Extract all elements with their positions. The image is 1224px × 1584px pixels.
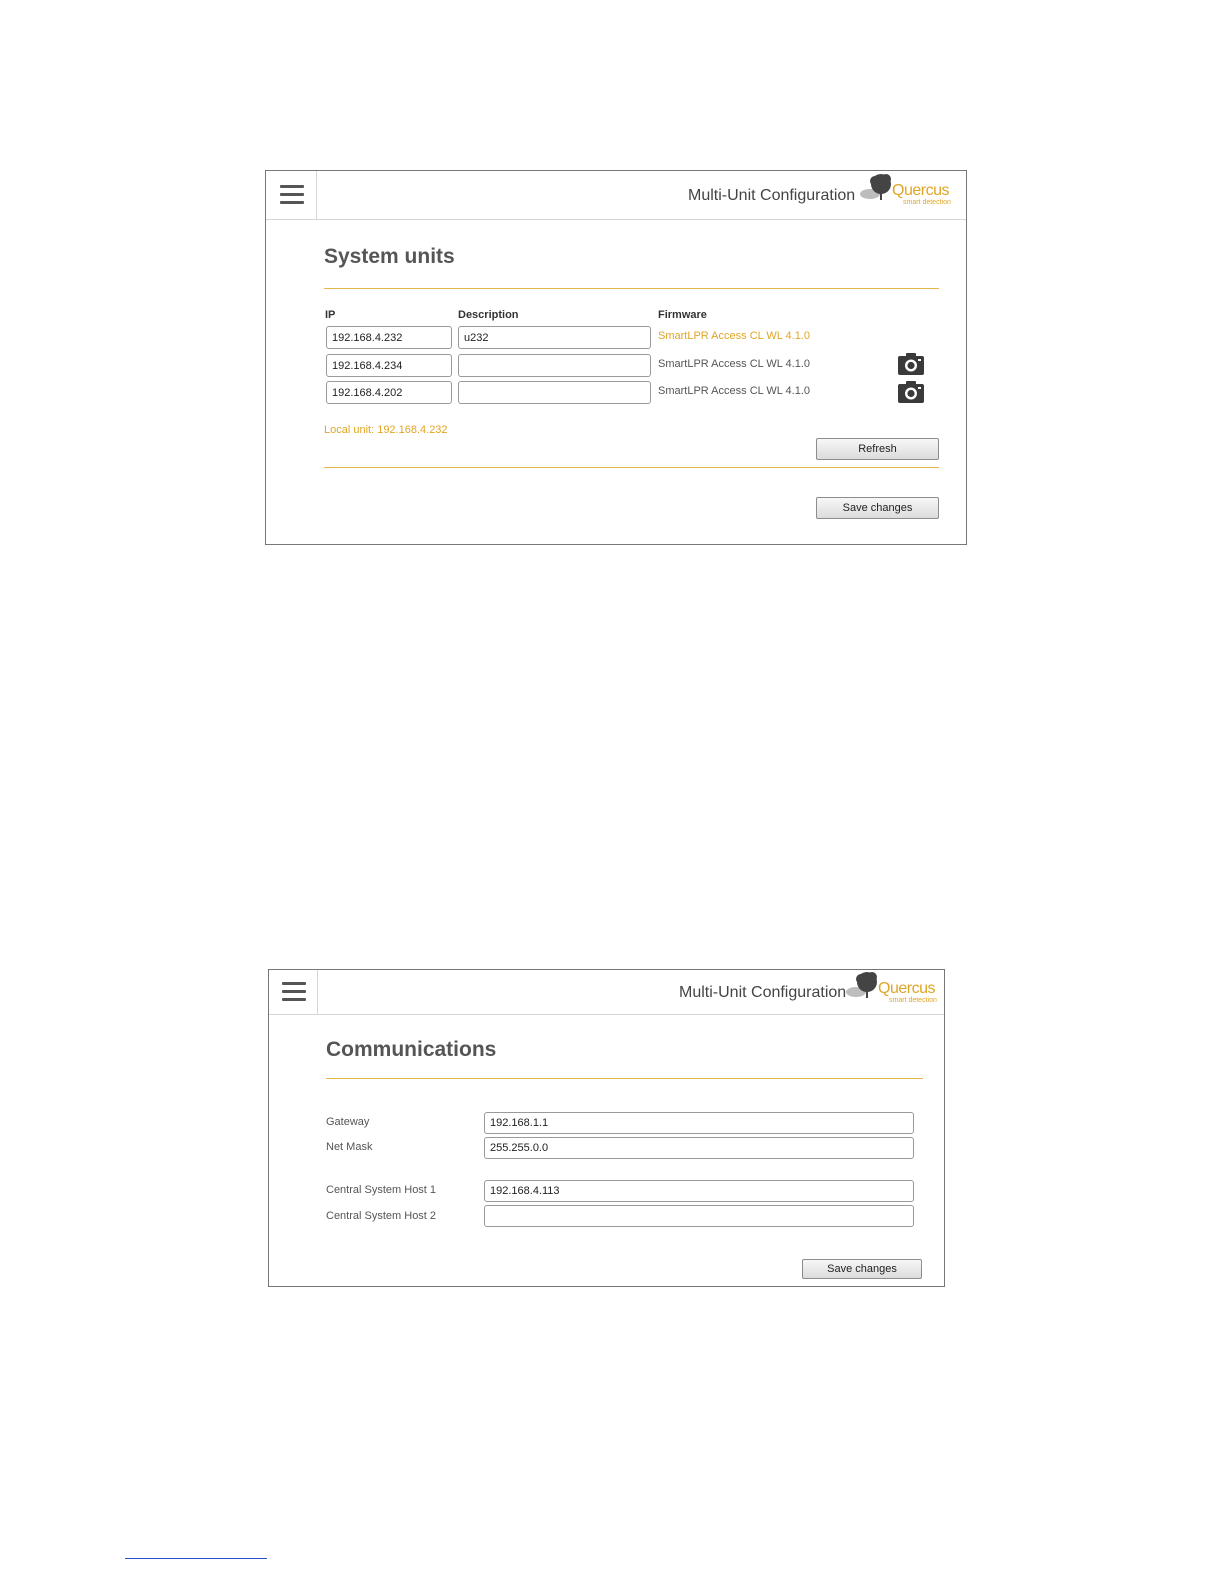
- logo-name: Quercus: [892, 182, 949, 199]
- ip-input[interactable]: [326, 326, 452, 349]
- gateway-label: Gateway: [326, 1116, 370, 1128]
- logo-name: Quercus: [878, 980, 935, 997]
- net-mask-input[interactable]: [484, 1137, 914, 1159]
- quercus-tree-logo: [845, 970, 879, 1002]
- divider: [326, 1078, 923, 1079]
- page-title: Multi-Unit Configuration: [688, 187, 856, 204]
- column-header-description: Description: [458, 309, 519, 321]
- refresh-button[interactable]: Refresh: [816, 438, 939, 460]
- firmware-label: SmartLPR Access CL WL 4.1.0: [658, 385, 811, 397]
- central-host-1-label: Central System Host 1: [326, 1184, 437, 1196]
- save-changes-button[interactable]: Save changes: [802, 1259, 922, 1279]
- top-bar: [269, 970, 944, 1015]
- description-input[interactable]: [458, 354, 651, 377]
- local-unit-label: Local unit: 192.168.4.232: [324, 424, 448, 436]
- top-bar: [266, 171, 966, 220]
- menu-button[interactable]: [266, 171, 317, 219]
- section-title: Communications: [326, 1038, 497, 1061]
- footnote-rule: [125, 1558, 267, 1559]
- quercus-logo: [845, 970, 945, 1008]
- column-header-firmware: Firmware: [658, 309, 707, 321]
- logo-tagline: smart detection: [903, 199, 951, 206]
- central-host-1-input[interactable]: [484, 1180, 914, 1202]
- menu-button[interactable]: [269, 970, 318, 1014]
- communications-panel: [268, 969, 945, 1287]
- description-input[interactable]: [458, 381, 651, 404]
- quercus-logo: [859, 172, 959, 210]
- camera-icon[interactable]: [898, 381, 924, 403]
- divider: [324, 467, 939, 468]
- system-units-panel: [265, 170, 967, 545]
- quercus-tree-logo: [859, 172, 893, 204]
- central-host-2-input[interactable]: [484, 1205, 914, 1227]
- logo-tagline: smart detection: [889, 997, 937, 1004]
- central-host-2-label: Central System Host 2: [326, 1210, 437, 1222]
- firmware-label: SmartLPR Access CL WL 4.1.0: [658, 358, 811, 370]
- column-header-ip: IP: [325, 309, 336, 321]
- page-title: Multi-Unit Configuration: [679, 984, 847, 1001]
- gateway-input[interactable]: [484, 1112, 914, 1134]
- ip-input[interactable]: [326, 381, 452, 404]
- save-changes-button[interactable]: Save changes: [816, 497, 939, 519]
- camera-icon[interactable]: [898, 353, 924, 375]
- firmware-label: SmartLPR Access CL WL 4.1.0: [658, 330, 811, 342]
- section-title: System units: [324, 245, 455, 268]
- ip-input[interactable]: [326, 354, 452, 377]
- net-mask-label: Net Mask: [326, 1141, 373, 1153]
- description-input[interactable]: [458, 326, 651, 349]
- divider: [324, 288, 939, 289]
